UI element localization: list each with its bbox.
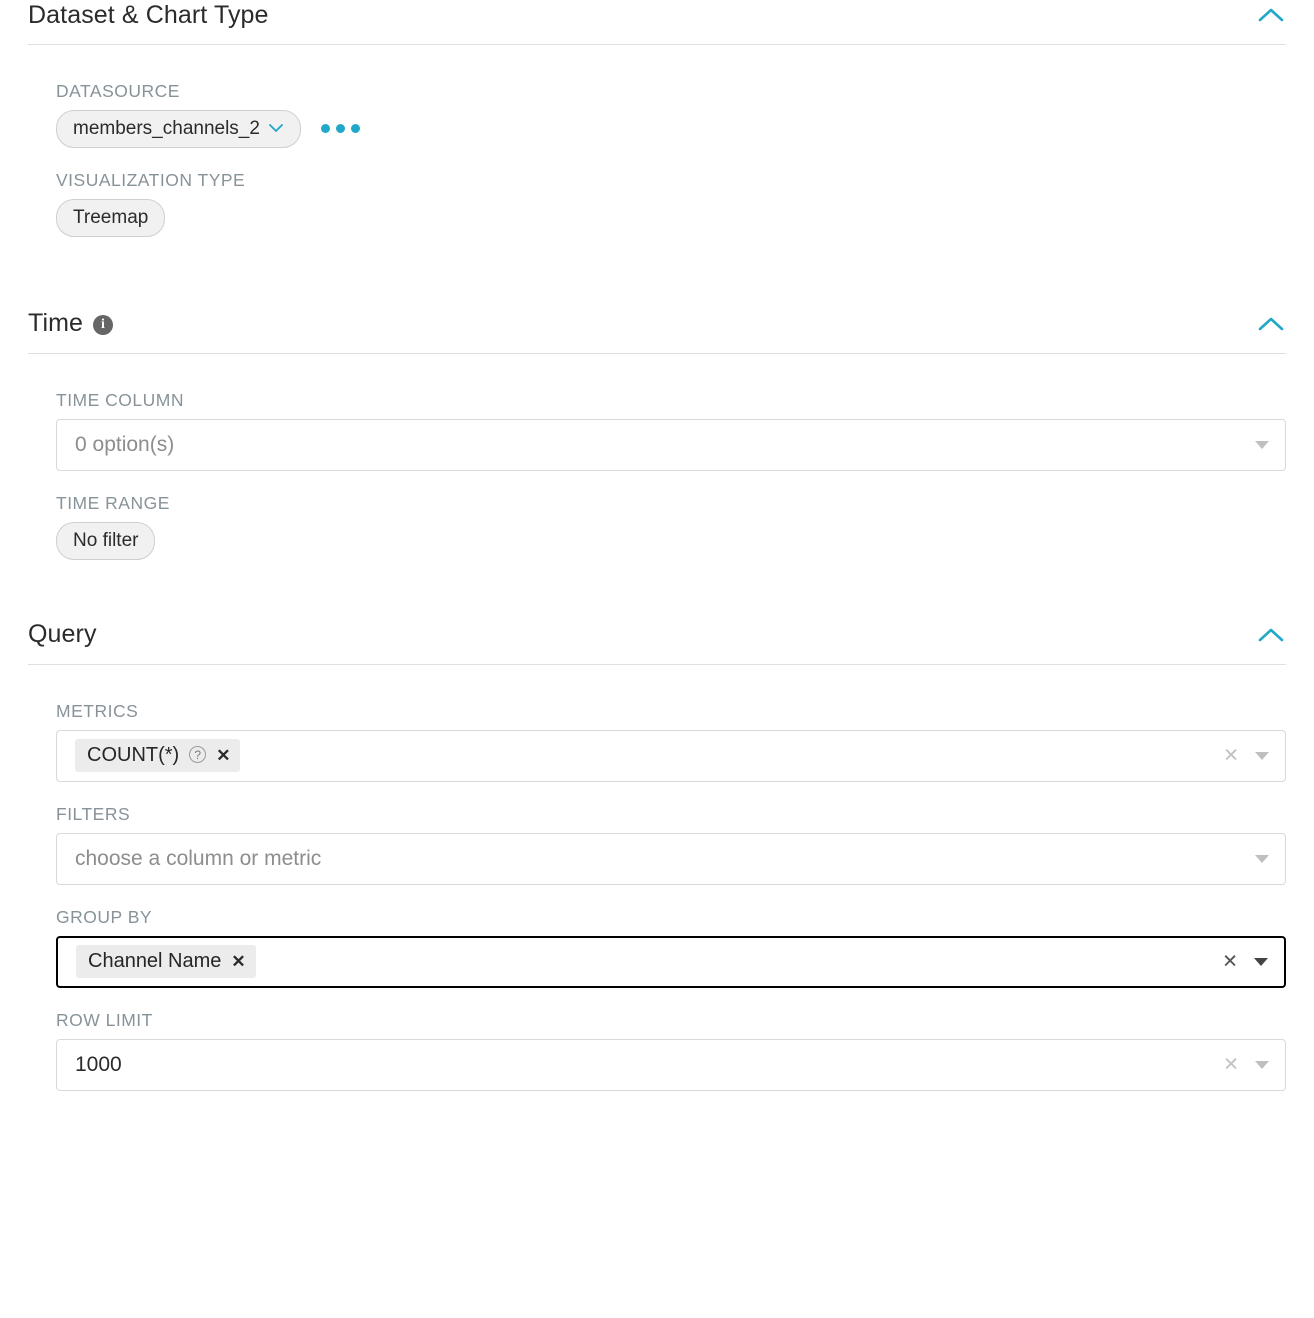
group-by-tag[interactable] xyxy=(76,945,256,978)
row-limit-value: 1000 xyxy=(75,1052,122,1076)
row-limit-label: ROW LIMIT xyxy=(56,1009,153,1030)
group-by-select[interactable] xyxy=(56,936,1286,988)
clear-icon[interactable]: ✕ xyxy=(1223,745,1239,767)
clear-icon[interactable]: ✕ xyxy=(1222,951,1238,973)
field-row-limit xyxy=(28,1010,1286,1091)
datasource-label: DATASOURCE xyxy=(56,81,180,101)
metrics-tag-label: COUNT(*) xyxy=(87,744,180,767)
metrics-label: METRICS xyxy=(56,700,139,721)
time-column-select[interactable] xyxy=(56,419,1286,471)
section-header-time[interactable] xyxy=(28,309,1286,354)
group-by-label: GROUP BY xyxy=(56,906,153,927)
filters-placeholder: choose a column or metric xyxy=(75,846,322,870)
time-column-value: 0 option(s) xyxy=(75,432,175,456)
chevron-up-icon[interactable] xyxy=(1256,620,1286,650)
visualization-type-select[interactable] xyxy=(56,199,165,237)
chevron-up-icon[interactable] xyxy=(1256,0,1286,30)
field-time-range xyxy=(28,493,1286,560)
chevron-down-icon xyxy=(1255,1061,1269,1069)
field-datasource xyxy=(28,81,1286,148)
chevron-down-icon xyxy=(1255,752,1269,760)
field-metrics xyxy=(28,701,1286,782)
chevron-down-icon xyxy=(1255,441,1269,449)
info-icon[interactable]: i xyxy=(93,315,113,335)
visualization-type-value: Treemap xyxy=(73,206,149,228)
metrics-tag[interactable] xyxy=(75,739,240,772)
time-range-select[interactable] xyxy=(56,522,155,560)
group-by-tag-label: Channel Name xyxy=(88,950,222,973)
section-header-dataset-chart-type[interactable] xyxy=(28,0,1286,45)
section-title-dataset-chart-type: Dataset & Chart Type xyxy=(28,0,269,29)
chevron-down-icon xyxy=(268,121,284,136)
time-column-label: TIME COLUMN xyxy=(56,389,184,410)
close-icon[interactable]: ✕ xyxy=(216,745,231,765)
field-group-by xyxy=(28,907,1286,988)
filters-label: FILTERS xyxy=(56,803,131,824)
section-title-time xyxy=(28,309,113,338)
section-title-query: Query xyxy=(28,620,97,649)
visualization-type-label: VISUALIZATION TYPE xyxy=(56,169,246,190)
close-icon[interactable]: ✕ xyxy=(231,951,246,971)
clear-icon[interactable]: ✕ xyxy=(1223,1054,1239,1076)
question-circle-icon[interactable]: ? xyxy=(189,746,206,763)
time-range-value: No filter xyxy=(73,529,139,551)
datasource-select[interactable] xyxy=(56,110,301,148)
section-query xyxy=(28,620,1286,1091)
chevron-down-icon xyxy=(1255,855,1269,863)
field-time-column xyxy=(28,390,1286,471)
filters-select[interactable] xyxy=(56,833,1286,885)
section-time xyxy=(28,309,1286,560)
section-header-query[interactable] xyxy=(28,620,1286,665)
field-visualization-type xyxy=(28,170,1286,237)
field-filters xyxy=(28,804,1286,885)
row-limit-select[interactable] xyxy=(56,1039,1286,1091)
datasource-value: members_channels_2 xyxy=(73,118,260,139)
section-dataset-chart-type xyxy=(28,0,1286,237)
time-range-label: TIME RANGE xyxy=(56,492,170,513)
ellipsis-icon[interactable] xyxy=(319,120,362,137)
chevron-up-icon[interactable] xyxy=(1256,309,1286,339)
chevron-down-icon xyxy=(1254,958,1268,966)
section-title-time-text: Time xyxy=(28,309,84,338)
metrics-select[interactable] xyxy=(56,730,1286,782)
